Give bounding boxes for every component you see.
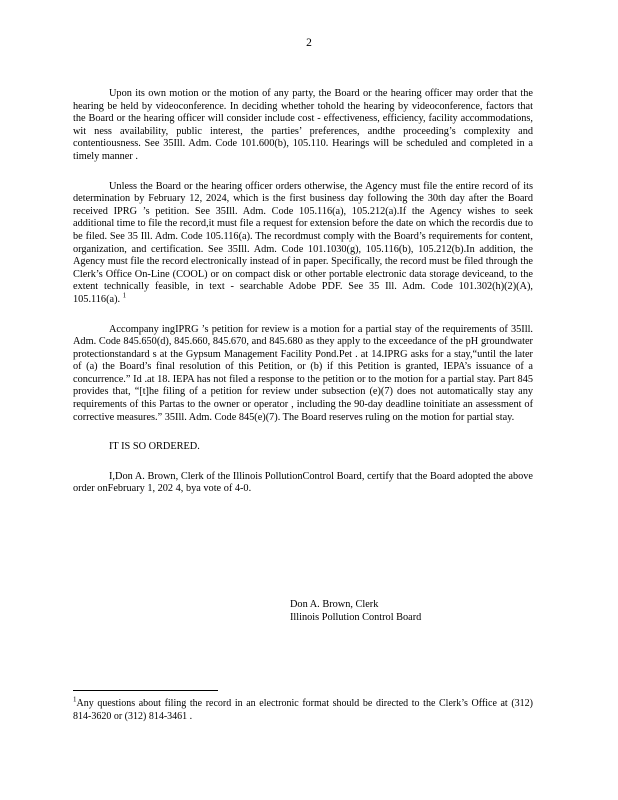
paragraph-clerk-certification: I,Don A. Brown, Clerk of the Illinois PollutionControl Board, certify that the Board adopted the above order onFebruary 1, 202 4, bya vote of 4-0. [73,470,533,495]
page-number: 2 [306,37,312,49]
document-body [73,88,533,513]
footnote-marker: 1 [73,695,77,704]
paragraph-so-ordered: IT IS SO ORDERED. [109,441,200,453]
footnote-text: Any questions about filing the record in an electronic format should be directed to the Clerk’s Office at (312) 814-3620 or (312) 814-3461 . [73,698,533,722]
paragraph-videoconference: Upon its own motion or the motion of any party, the Board or the hearing officer may order that the hearing be held by videoconference. In deciding whether tohold the hearing by videoconference, factors that the Board or the hearing officer will consider include cost - effectiveness, efficiency, facility accommodations, wit ness availability, public interest, the parties’ preferences, andthe proceeding’s complexity and contentiousness. See 35Ill. Adm. Code 101.600(b), 105.110. Hearings will be scheduled and completed in a timely manner . [73,88,533,162]
footnote-reference: 1 [122,291,127,300]
paragraph-partial-stay: Accompany ingIPRG ’s petition for review is a motion for a partial stay of the requirements of 35Ill. Adm. Code 845.650(d), 845.660, 845.670, and 845.680 as they apply to the exceedance of the pH groundwater protectionstandard s at the Gypsum Management Facility Pond.Pet . at 14.IPRG asks for a stay,“until the later of (a) the Board’s final resolution of this Petition, or (b) if this Petition is granted, IEPA’s issuance of a concurrence.” Id .at 18. IEPA has not filed a response to the petition or to the motion for a partial stay. Part 845 provides that, “[t]he filing of a petition for review under subsection (e)(7) does not automatically stay any requirements of this Partas to the owner or operator , including the 90-day deadline toinitiate an assessment of corrective measures.” 35Ill. Adm. Code 845(e)(7). The Board reserves ruling on the motion for partial stay. [73,323,533,423]
footnote [73,695,533,723]
signature-org: Illinois Pollution Control Board [290,612,422,623]
paragraph-record-filing-text: Unless the Board or the hearing officer orders otherwise, the Agency must file the entire record of its determination by February 12, 2024, which is the first business day following the 30th day after the Board received IPRG ’s petition. See 35Ill. Adm. Code 105.116(a), 105.212(a).If the Agency wishes to seek additional time to file the record,it must file a request for extension before the date on which the recordis due to be filed. See 35 Ill. Adm. Code 105.116(a). The recordmust comply with the Board’s requirements for content, organization, and certification. See 35Ill. Adm. Code 101.1030(g), 105.116(b), 105.212(b).In addition, the Agency must file the record electronically instead of in paper. Specifically, the record must be filed through the Clerk’s Office On-Line (COOL) or on compact disk or other portable electronic data storage deviceand, to the extent technically feasible, in text - searchable Adobe PDF. See 35 Ill. Adm. Code 101.302(h)(2)(A), 105.116(a). [73,180,533,305]
signature-block [290,598,421,624]
footnote-divider [73,690,218,691]
signature-name: Don A. Brown, Clerk [290,599,379,610]
paragraph-record-filing [73,181,533,307]
